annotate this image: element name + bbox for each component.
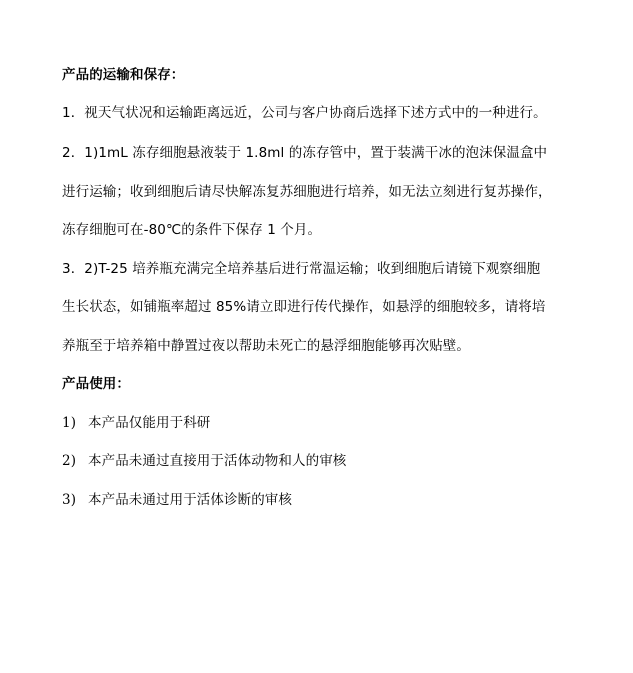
use-list-item-3 <box>62 491 292 509</box>
use-list-item-2 <box>62 452 346 470</box>
paragraph-3-line-2: 生长状态，如铺瓶率超过 85%请立即进行传代操作，如悬浮的细胞较多，请将培 <box>62 299 546 315</box>
list-item-text: 本产品未通过用于活体诊断的审核 <box>88 492 292 508</box>
paragraph-3-line-3: 养瓶至于培养箱中静置过夜以帮助未死亡的悬浮细胞能够再次贴壁。 <box>62 338 470 354</box>
section-heading-transport-storage: 产品的运输和保存： <box>62 67 185 83</box>
paragraph-2-line-1: 2．1)1mL 冻存细胞悬液装于 1.8ml 的冻存管中，置于装满干冰的泡沫保温盒中 <box>62 145 548 161</box>
list-number: 1) <box>62 415 77 431</box>
paragraph-1-line-1: 1．视天气状况和运输距离远近，公司与客户协商后选择下述方式中的一种进行。 <box>62 105 547 121</box>
paragraph-2-line-2: 进行运输；收到细胞后请尽快解冻复苏细胞进行培养，如无法立刻进行复苏操作， <box>62 184 552 200</box>
paragraph-3-line-1: 3．2)T-25 培养瓶充满完全培养基后进行常温运输；收到细胞后请镜下观察细胞 <box>62 261 541 277</box>
list-number: 2) <box>62 453 77 469</box>
list-number: 3) <box>62 492 77 508</box>
list-item-text: 本产品未通过直接用于活体动物和人的审核 <box>88 453 347 469</box>
list-item-text: 本产品仅能用于科研 <box>88 415 211 431</box>
paragraph-2-line-3: 冻存细胞可在-80℃的条件下保存 1 个月。 <box>62 222 322 238</box>
use-list-item-1 <box>62 414 210 432</box>
section-heading-product-use: 产品使用： <box>62 376 130 392</box>
